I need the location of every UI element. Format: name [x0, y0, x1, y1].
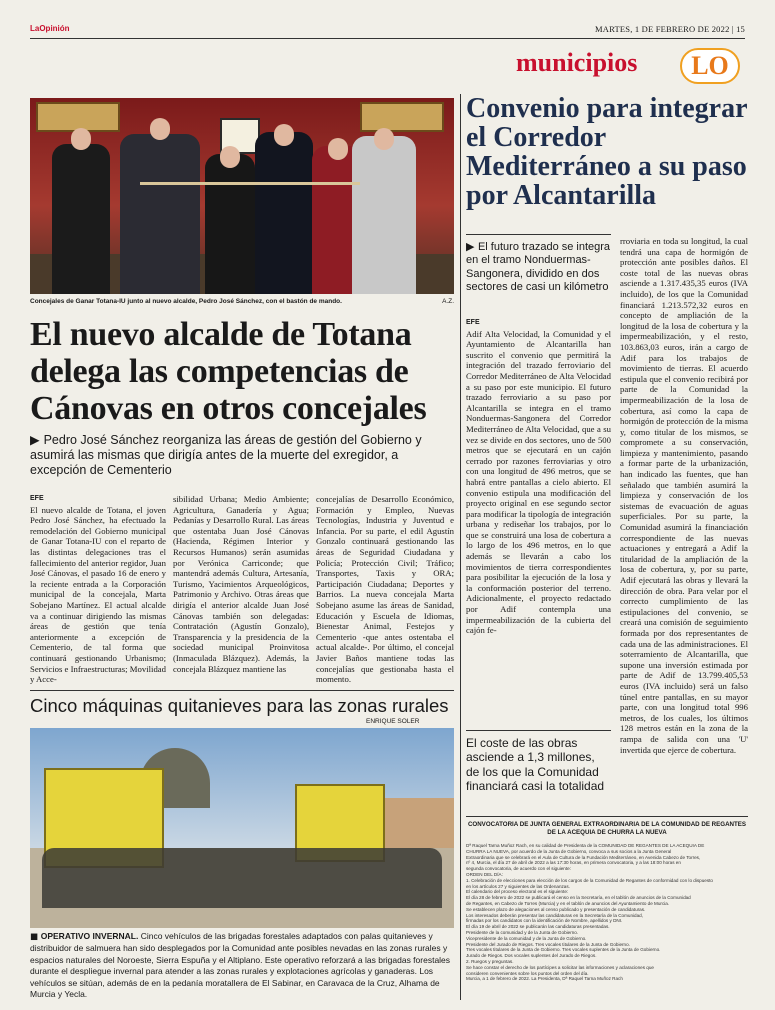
notice-body [466, 843, 748, 982]
article-column-4 [466, 318, 611, 636]
caption-lead: OPERATIVO INVERNAL. [40, 931, 139, 941]
square-bullet-icon: ■ [30, 932, 41, 942]
article-text: concejalías de Desarrollo Económico, Formación y Empleo, Nuevas Tecnologías, Industria y Juventud e Infancia. Por su parte, el edil Agustín Gonzalo continuará gestionando las áreas de Seguridad Ciudadana y Policía; Protección Civil; Tráfico; Transportes, Taxis y ORA; Participación Ciudadana; Deportes y Barrios. La nueva concejala Marta Sobejano asume las áreas de Sanidad, Educación y Escuela de Idiomas, Bienestar Animal, Festejos y Cementerio -que antes ostentaba el actual alcalde-. Por último, el concejal Javier Baños mantiene todas las concejalías que gestionaba hasta el momento. [316, 494, 454, 685]
source-tag: EFE [30, 495, 44, 502]
subhead-text: El futuro trazado se integra en el tramo Nonduermas-Sangonera, dividido en dos sectores de casi un kilómetro [466, 241, 611, 293]
triangle-bullet-icon: ▶ [466, 240, 478, 253]
notice-line: Se hace constar el derecho de los partícipes a solicitar las informaciones y aclaraciones que [466, 964, 654, 970]
headline-totana: El nuevo alcalde de Totana delega las competencias de Cánovas en otros concejales [30, 316, 427, 427]
pull-quote: El coste de las obras asciende a 1,3 millones, de los que la Comunidad financiará casi la totalidad [466, 736, 605, 794]
photo-credit: ENRIQUE SOLER [366, 718, 420, 725]
top-bar [30, 24, 745, 36]
notice-line: Los interesados deberán presentar las candidaturas en la Secretaría de la Comunidad, [466, 912, 643, 918]
notice-line: El día 28 de febrero de 2022 se publicará el censo en la Secretaría, en el tablón de anuncios de la Comunidad [466, 895, 691, 901]
section-logo-icon: LO [680, 48, 740, 84]
notice-box [466, 816, 748, 1001]
notice-line: CHURRA LA NUEVA, por acuerdo de la Junta de Gobierno, convoca a sus socios a la Junta General [466, 848, 672, 854]
notice-line: Extraordinaria que se celebrará en el Aula de Cultura de la Fundación Mediterráneo, en Avenida Cabezo de Torres, [466, 854, 701, 860]
notice-line: El día 19 de abril de 2022 se publicarán las candidaturas presentadas. [466, 924, 610, 930]
article-column-1 [30, 494, 166, 685]
headline-quitanieves: Cinco máquinas quitanieves para las zonas rurales [30, 695, 449, 716]
section-title: municipios [516, 48, 638, 77]
notice-line: Jurado de Riegos. Dos vocales suplentes del Jurado de Riegos. [466, 953, 597, 959]
source-tag: EFE [466, 319, 480, 326]
article-column-5 [620, 236, 748, 755]
notice-line: ORDEN DEL DÍA: [466, 871, 503, 877]
photo-snowplows [30, 728, 454, 928]
notice-line: segunda convocatoria, de acuerdo con el siguiente: [466, 866, 571, 872]
article-column-3 [316, 494, 454, 685]
photo-totana-council [30, 98, 454, 294]
notice-line: consideren convenientes sobre los puntos del orden del día. [466, 970, 589, 976]
article-text: rroviaria en toda su longitud, la cual tendrá una capa de hormigón de protección ante posibles daños. El coste total de las nuevas obras asciende a 1.317.435,35 euros (IVA incluido), de los que la Comunidad financiará 1.213.572,32 euros en concepto de ampliación de la longitud de la losa de cobertura y la impermeabilización, y el resto, 103.863,03 euros, irán a cargo de Adif para los trabajos de movimiento de tierras. El acuerdo estipula que el convenio recibirá por parte de la Comunidad la impermeabilización de la losa de cobertura, así como la capa de hormigón de protección de la misma y, como titular de los mismos, se compromete a su conservación, limpieza y mantenimiento, pasando a formar parte de la urbanización, han indicado las fuentes, que han señalado que también asumirá la limpieza y conservación de los sistemas de evacuación de aguas superficiales. Por su parte, la Comunidad asumirá la financiación correspondiente de las nuevas actuaciones y entregará a Adif la titularidad de la ampliación de la losa de cobertura, y, por su parte, Adif ejecutará las obras y llevará la dirección de obra. Para velar por el correcto cumplimiento de las estipulaciones del convenio, se creará una comisión de seguimiento formada por dos representantes de cada una de las administraciones. El soterramiento de Alcantarilla, que supone una inversión estimada por parte de Adif de 13.799.405,53 euros (IVA incluido) será un falso túnel entre pantallas, en su mayor parte, con una longitud total 996 metros, de los cuales, los últimos 128 metros están en la zona de la rampa de salida con una 'U' invertida que ejerce de cobertura. [620, 236, 748, 755]
notice-line: El calendario del proceso electoral es el siguiente: [466, 889, 569, 895]
dateline: MARTES, 1 DE FEBRERO DE 2022 | 15 [595, 24, 745, 34]
photo-caption [30, 931, 454, 1000]
notice-line: Se establecen plazo de alegaciones al censo publicado y presentación de candidaturas. [466, 906, 646, 912]
notice-line: Murcia, a 1 de febrero de 2022. La Presidenta, Dª Raquel Tarna Muñoz Rach [466, 976, 623, 982]
subhead-alcantarilla [466, 240, 611, 294]
caption-text: Cinco vehículos de las brigadas forestales adaptados con palas quitanieves y distribuidor de salmuera han sido desplegados por la Comunidad ante posibles nevadas en las zonas rurales y espacios naturales del Noroeste, Sierra Espuña y el Altiplano. Este operativo reforzará a las brigadas forestales durante el despliegue invernal para atender a las zonas rurales y explotaciones agrícolas y ganaderas. Los vehículos se sitúan, además de en la pedanía moratallera de El Sabinar, en Caravaca de la Cruz, Alhama de Murcia y Yecla. [30, 931, 451, 1000]
notice-line: Presidente de la comunidad y de la Junta de Gobierno. [466, 929, 579, 935]
notice-line: en los artículos 27 y siguientes de las Ordenanzas. [466, 883, 570, 889]
notice-line: Presidente del Jurado de Riegos. Tres vocales titulares de la Junta de Gobierno. [466, 941, 630, 947]
photo-credit: A.Z. [442, 298, 454, 305]
notice-line: Dª Raquel Tarna Muñoz Rach, en su calidad de Presidenta de la COMUNIDAD DE REGANTES DE LA ACEQUIA DE [466, 843, 705, 848]
newspaper-logo: LaOpinión [30, 24, 70, 33]
notice-line: firmadas por los candidatos con la identificación de Nombre, apellidos y DNI. [466, 918, 623, 924]
article-text: Adif Alta Velocidad, la Comunidad y el Ayuntamiento de Alcantarilla han suscrito el convenio que permitirá la integración del trazado ferroviario del Corredor Mediterráneo de Alta Velocidad a su paso por este municipio. El futuro trazado ferroviario a su paso por Alcantarilla se integra en el tramo Nonduermas-Sangonera del Corredor Mediterráneo de Alta Velocidad, que a su vez se divide en dos sectores, uno de 500 metros que se ejecutará en un cajón cerrado por razones ferroviarias y otro con una longitud de 496 metros, que se habrá entre pantallas a cielo abierto. El convenio estipula una modificación del proyecto original en ese segundo sector para modificar la tipología de integración urbana y rediseñar los trabajos, por lo que se construirá una losa de cobertura a lo largo de los 496 metros, en lo que además se llevarán a cabo los movimientos de tierra correspondientes para posibilitar la ejecución de la losa y la conformación posterior del terreno. Adicionalmente, el proyecto redactado por Adif contempla una impermeabilización de la cubierta del cajón fe- [466, 328, 611, 636]
article-column-2 [173, 494, 309, 674]
notice-line: 1. Celebración de elecciones para elección de los cargos de la Comunidad de Regantes de conformidad con lo dispuesto [466, 877, 713, 883]
article-text: sibilidad Urbana; Medio Ambiente; Agricultura, Ganadería y Agua; Pedanías y Desarrollo Rural. Las áreas que ostentaba Juan José Cánovas (Hacienda, Régimen Interior y Recursos Humanos) serán asumidas por Verónica Carriconde; que mantendrá además Cultura, Artesanía, Turismo, Yacimientos Arqueológicos, Patrimonio y Archivo. Otras áreas que dirigía el anterior alcalde Juan José Cánovas también son delegadas: Contratación (Agustín Gonzalo), Transparencia y la presidencia de la sociedad municipal Proinvitosa (Inmaculada Blázquez). Además, la concejala Blázquez mantiene las [173, 494, 309, 674]
notice-line: de Regantes, en Cabezo de Torres (Murcia) y en el tablón de anuncios del Ayuntamiento de Murcia. [466, 900, 670, 906]
subhead-text: Pedro José Sánchez reorganiza las áreas de gestión del Gobierno y asumirá las mismas que dirigía antes de la muerte del exregidor, a excepción de Cementerio [30, 433, 422, 477]
notice-title: CONVOCATORIA DE JUNTA GENERAL EXTRAORDINARIA DE LA COMUNIDAD DE REGANTES DE LA ACEQUIA DE CHURRA LA NUEVA [467, 821, 747, 836]
notice-line: Tres vocales titulares de la Junta de Gobierno. Tres vocales suplentes de la Junta de Gobierno. [466, 947, 661, 953]
headline-alcantarilla: Convenio para integrar el Corredor Mediterráneo a su paso por Alcantarilla [466, 93, 748, 211]
photo-caption [30, 298, 454, 305]
subhead-totana [30, 432, 454, 478]
article-text: El nuevo alcalde de Totana, el joven Pedro José Sánchez, ha efectuado la remodelación del Gobierno municipal de Ganar Totana-IU con el reparto de las distintas delegaciones tras el fallecimiento del anterior regidor, Juan José Cánovas, el pasado 16 de enero y la reciente entrada a la Corporación municipal de la concejala, Marta Sobejano Martínez. El actual alcalde va a continuar dirigiendo las mismas áreas de gestión que tenía anteriormente a excepción de Cementerio, de tal forma que continuará gestionando Urbanismo; Servicios e Infraestructuras; Movilidad y Acce- [30, 504, 166, 685]
notice-line: 2. Ruegos y preguntas. [466, 958, 514, 964]
notice-line: nº 4, Murcia, el día 27 de abril de 2022 a las 17:30 horas, en primera convocatoria, y a las 18:00 horas en [466, 860, 681, 866]
photo-caption-text: Concejales de Ganar Totana-IU junto al nuevo alcalde, Pedro José Sánchez, con el bastón de mando. [30, 298, 342, 305]
notice-line: Vicepresidente de la comunidad y de la Junta de Gobierno. [466, 935, 587, 941]
triangle-bullet-icon: ▶ [30, 432, 44, 447]
